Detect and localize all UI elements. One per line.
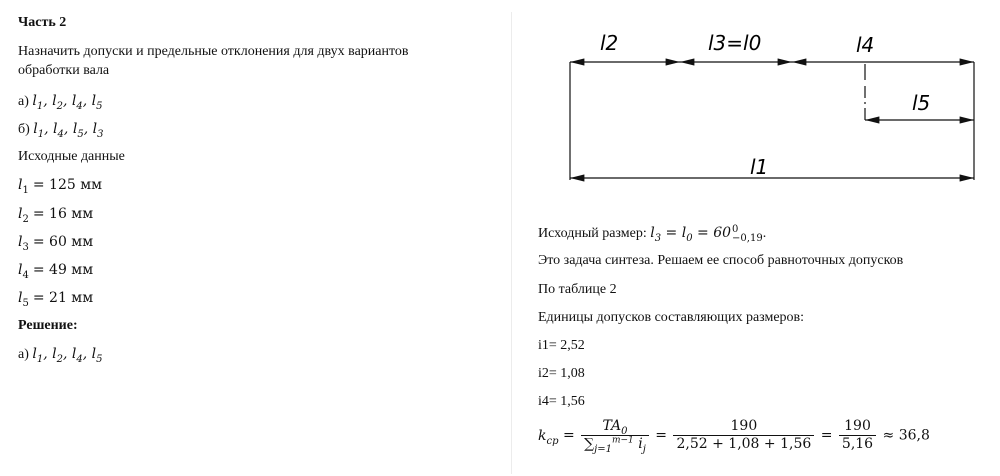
frac1-den: $\sum_{j=1}^{m-1}$ $i_j$ — [584, 435, 646, 455]
formula-lhs: $k_{cp}$ — [538, 427, 559, 447]
dim-value-row: $l_5 = 21$ мм — [18, 290, 94, 309]
frac1-num: $TA_0$ — [581, 418, 649, 436]
solution-variant-a: а) $l_1$, $l_2$, $l_4$, $l_5$ — [18, 346, 103, 365]
label-l2: l2 — [600, 31, 619, 55]
fraction-3 — [839, 418, 876, 453]
variant-a-prefix: а) — [18, 94, 29, 109]
source-size-label: Исходный размер: — [538, 226, 647, 241]
label-l1: l1 — [750, 155, 769, 179]
table-ref-text: По таблице 2 — [538, 282, 617, 297]
frac2-num: 190 — [673, 418, 814, 436]
task-type-text: Это задача синтеза. Решаем ее способ равноточных допусков — [538, 253, 904, 268]
tol-upper: 0 — [732, 223, 739, 235]
unit-i1: i1= 2,52 — [538, 338, 585, 353]
dim-value-row: $l_3 = 60$ мм — [18, 234, 94, 253]
frac3-den: 5,16 — [841, 436, 874, 452]
label-l3: l3=l0 — [708, 31, 762, 55]
input-data-title: Исходные данные — [18, 149, 125, 164]
solution-a-prefix: а) — [18, 347, 29, 362]
dimension-chain-diagram — [560, 20, 980, 190]
unit-i4: i4= 1,56 — [538, 394, 585, 409]
formula-result: ≈ 36,8 — [882, 427, 930, 444]
column-divider — [511, 12, 512, 474]
dim-value-row: $l_2 = 16$ мм — [18, 206, 94, 225]
task-text-line2: обработки вала — [18, 63, 110, 78]
source-size: Исходный размер: $l_3 = l_0 = 60$ 0 −0,19 . — [538, 223, 767, 244]
label-l5: l5 — [912, 91, 931, 115]
variant-a: а) $l_1$, $l_2$, $l_4$, $l_5$ — [18, 93, 103, 112]
dim-value-row: $l_1 = 125$ мм — [18, 177, 102, 196]
label-l4: l4 — [856, 33, 875, 57]
units-title: Единицы допусков составляющих размеров: — [538, 310, 805, 325]
tol-lower: −0,19 — [732, 232, 763, 244]
task-text-line1: Назначить допуски и предельные отклонения для двух вариантов — [18, 44, 409, 59]
variant-b-prefix: б) — [18, 122, 30, 137]
dim-value-row: $l_4 = 49$ мм — [18, 262, 94, 281]
fraction-2 — [673, 418, 814, 453]
part-heading: Часть 2 — [18, 15, 67, 30]
formula-kcp: $k_{cp}$ = $\frac{TA_0}{\sum_{j=1}^{m-1} i_j}$ = $\frac{190}{2,52 + 1,08 + 1,56}$ = $\frac{190}{5,16}$ ≈ 36,8 — [538, 418, 930, 455]
frac3-num: 190 — [839, 418, 876, 436]
variant-b: б) $l_1$, $l_4$, $l_5$, $l_3$ — [18, 121, 104, 140]
solution-title: Решение: — [18, 318, 78, 333]
unit-i2: i2= 1,08 — [538, 366, 585, 381]
frac2-den: 2,52 + 1,08 + 1,56 — [676, 436, 812, 452]
fraction-1 — [581, 418, 649, 453]
